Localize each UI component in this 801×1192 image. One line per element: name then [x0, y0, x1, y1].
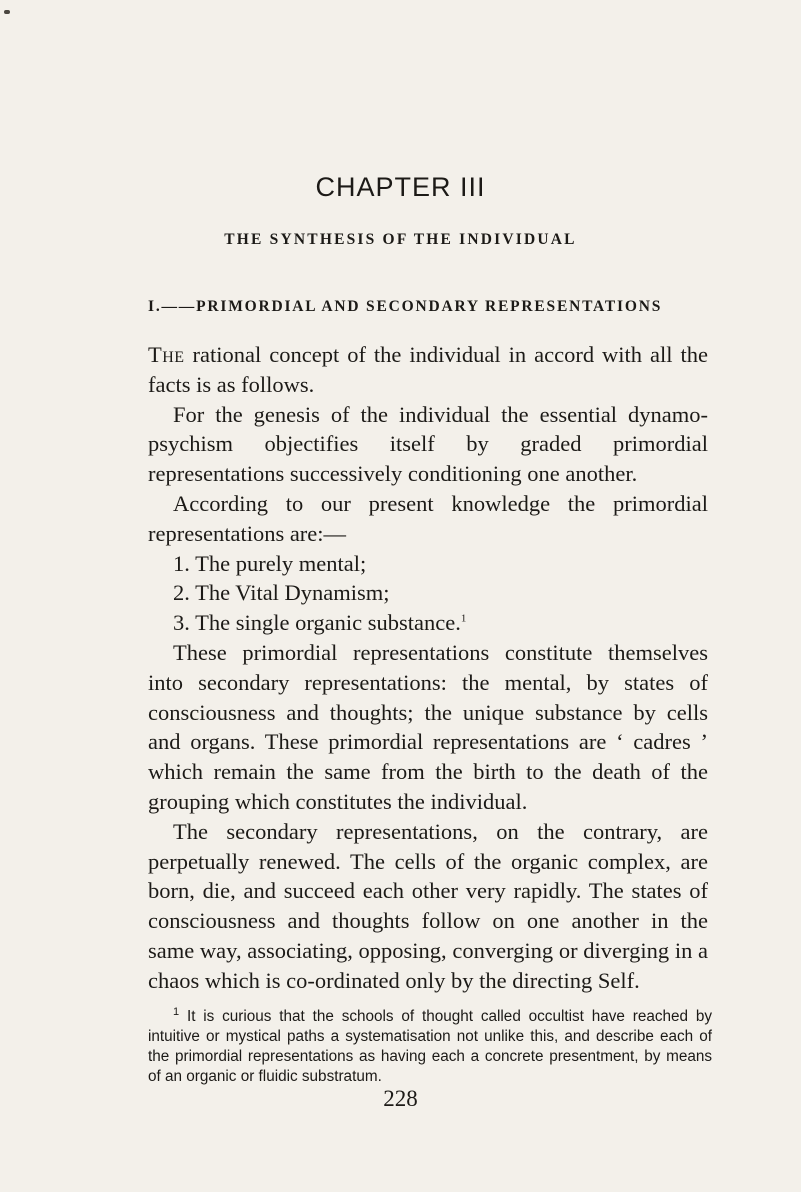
chapter-title: THE SYNTHESIS OF THE INDIVIDUAL [224, 231, 577, 248]
footnote [148, 1007, 712, 1087]
paragraph-1 [148, 340, 708, 400]
paragraph-5: The secondary representations, on the contrary, are perpetually renewed. The cells of the organic complex, are born, die, and succeed each other very rapidly. The states of consciousness and thoughts follow on one another in the same way, associating, opposing, converging or diverging in a chaos which is co-ordinated only by the directing Self. [148, 818, 708, 993]
paragraph-3: According to our present knowledge the primordial representations are:— [148, 490, 708, 546]
paragraph-1-text: rational concept of the individual in accord with all the facts is as follows. [148, 342, 708, 397]
footnote-marker: 1 [173, 1005, 180, 1018]
list-item-3-text: 3. The single organic substance. [173, 610, 461, 636]
footnote-text: It is curious that the schools of thought called occultist have reached by intuitive or mystical paths a systematisation not unlike this, and describe each of the primordial representations as having each a concrete presentment, by means of an organic or fluidic substratum. [148, 1008, 712, 1085]
paragraph-2: For the genesis of the individual the essential dynamo-psychism objectifies itself by graded primordial representations successively conditioning one another. [148, 401, 708, 487]
footnote-reference[interactable]: 1 [460, 612, 467, 625]
paragraph-4: These primordial representations constitute themselves into secondary representations: the mental, by states of consciousness and thoughts; the unique substance by cells and organs. These primordial representations are ‘ cadres ’ which remain the same from the birth to the death of the grouping which constitutes the individual. [148, 639, 708, 814]
chapter-heading: CHAPTER III [315, 172, 486, 202]
list-item-2: 2. The Vital Dynamism; [173, 580, 390, 606]
section-heading: I.——PRIMORDIAL AND SECONDARY REPRESENTATIONS [148, 298, 663, 315]
page-number: 228 [383, 1086, 418, 1111]
body-text [148, 340, 708, 996]
printing-mark [4, 10, 10, 14]
list-item-3 [148, 608, 708, 638]
paragraph-lead-word: The [148, 342, 185, 367]
list-item-1: 1. The purely mental; [173, 550, 367, 576]
